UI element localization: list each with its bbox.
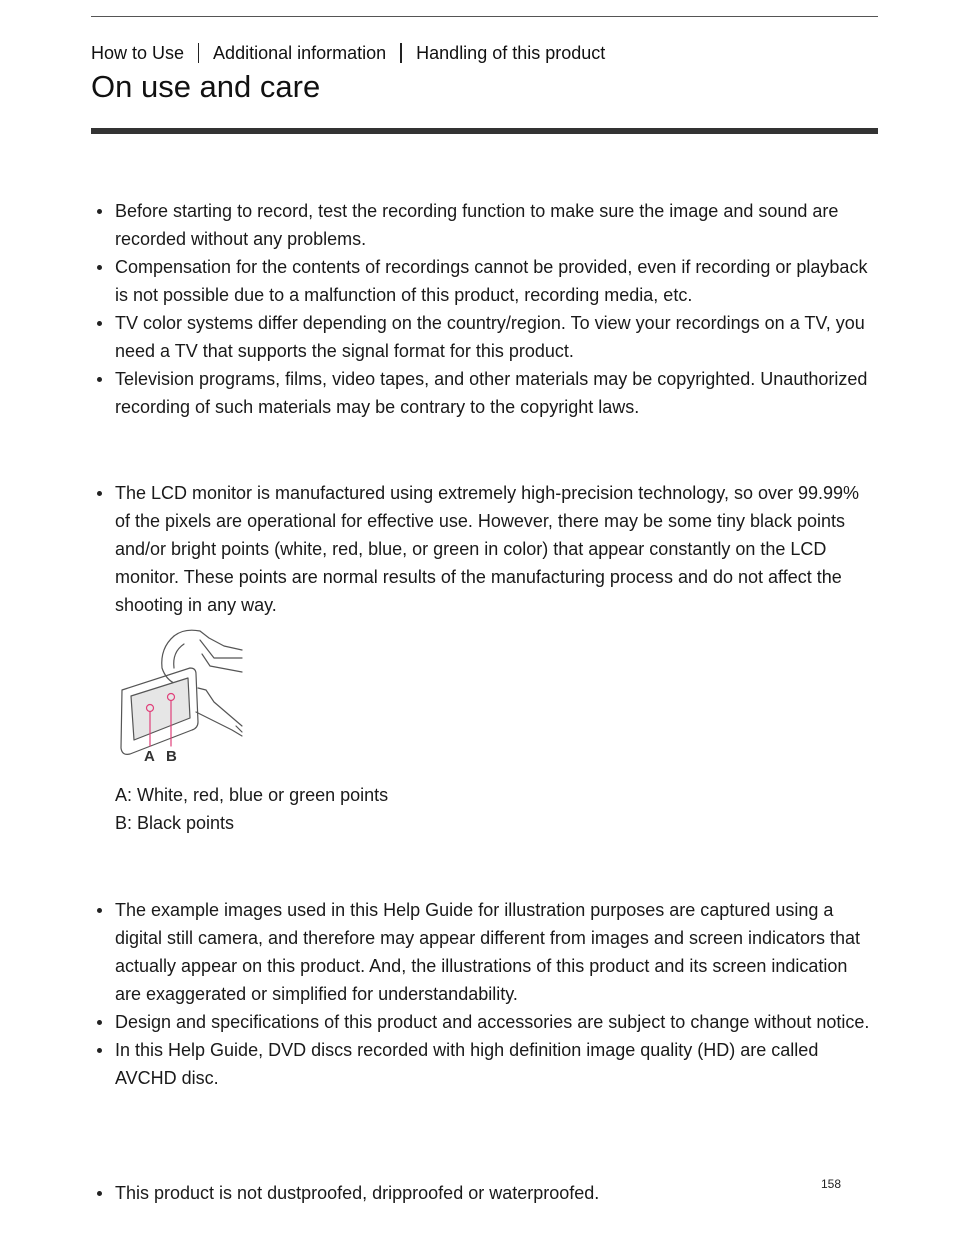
top-rule (91, 16, 878, 17)
list-item (91, 365, 878, 421)
breadcrumb (91, 42, 605, 64)
breadcrumb-item-handling[interactable]: Handling of this product (416, 43, 606, 63)
list-item-text: In this Help Guide, DVD discs recorded with high definition image quality (HD) are called AVCHD disc. (115, 1040, 819, 1088)
section3-list (91, 896, 878, 1092)
list-item (91, 479, 878, 619)
figure-label-a: A (144, 748, 155, 765)
figure-legend (115, 781, 388, 837)
breadcrumb-separator (400, 43, 402, 63)
lcd-monitor-illustration (114, 628, 246, 766)
bullet-icon (97, 265, 102, 270)
bullet-icon (97, 377, 102, 382)
breadcrumb-item-how-to-use[interactable]: How to Use (91, 43, 185, 63)
legend-a: A: White, red, blue or green points (115, 785, 389, 805)
list-item (91, 1179, 878, 1207)
bullet-icon (97, 321, 102, 326)
section4-list (91, 1179, 878, 1207)
section1-list (91, 197, 878, 421)
legend-b: B: Black points (115, 813, 235, 833)
list-item (91, 309, 878, 365)
bullet-icon (97, 209, 102, 214)
breadcrumb-item-additional-information[interactable]: Additional information (213, 43, 387, 63)
breadcrumb-separator (198, 43, 199, 63)
list-item-text: TV color systems differ depending on the country/region. To view your recordings on a TV, you need a TV that supports the signal format for this product. (115, 313, 865, 361)
list-item-text: Design and specifications of this product and accessories are subject to change without notice. (115, 1012, 870, 1032)
bullet-icon (97, 1191, 102, 1196)
bullet-icon (97, 1048, 102, 1053)
page-number: 158 (821, 1177, 842, 1191)
list-item-text: This product is not dustproofed, dripproofed or waterproofed. (115, 1183, 600, 1203)
bullet-icon (97, 491, 102, 496)
list-item-text: The LCD monitor is manufactured using extremely high-precision technology, so over 99.99% of the pixels are operational for effective use. However, there may be some tiny black points and/or bright points (white, red, blue, or green in color) that appear constantly on the LCD monitor. These points are normal results of the manufacturing process and do not affect the shooting in any way. (115, 483, 860, 615)
list-item-text: Television programs, films, video tapes, and other materials may be copyrighted. Unauthorized recording of such materials may be contrary to the copyright laws. (115, 369, 868, 417)
section2-list (91, 479, 878, 619)
list-item (91, 253, 878, 309)
camcorder-lcd-icon (114, 628, 246, 766)
figure-label-b: B (166, 748, 177, 765)
list-item (91, 1008, 878, 1036)
list-item-text: Compensation for the contents of recordings cannot be provided, even if recording or playback is not possible due to a malfunction of this product, recording media, etc. (115, 257, 868, 305)
list-item (91, 1036, 878, 1092)
list-item-text: The example images used in this Help Guide for illustration purposes are captured using a digital still camera, and therefore may appear different from images and screen indicators that actually appear on this product. And, the illustrations of this product and its screen indication are exaggerated or simplified for understandability. (115, 900, 861, 1004)
bullet-icon (97, 908, 102, 913)
bullet-icon (97, 1020, 102, 1025)
list-item (91, 896, 878, 1008)
list-item-text: Before starting to record, test the recording function to make sure the image and sound are recorded without any problems. (115, 201, 839, 249)
list-item (91, 197, 878, 253)
page-title: On use and care (91, 69, 321, 104)
title-rule (91, 128, 878, 134)
